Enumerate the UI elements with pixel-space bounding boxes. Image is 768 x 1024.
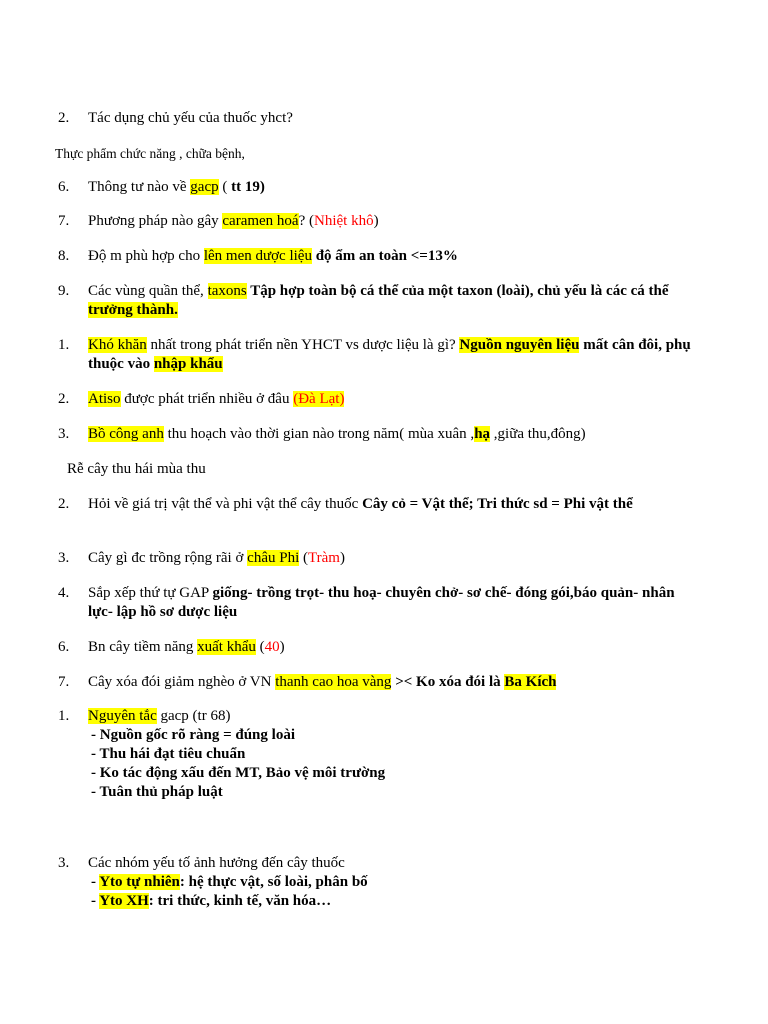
highlighted-term: châu Phi [247,550,300,566]
red-answer: (Đà Lạt) [293,391,345,407]
question-item [58,638,698,657]
item-number: 3. [58,426,70,442]
question-text: Hỏi về giá trị vật thể và phi vật thể cây thuốc [88,496,363,512]
item-number: 1. [58,337,70,353]
question-item [58,707,698,802]
question-text: ( [255,639,265,655]
question-item [58,336,698,374]
question-text: ,giữa thu,đông) [490,426,586,442]
highlighted-term: thanh cao hoa vàng [275,674,392,690]
item-number: 6. [58,179,70,195]
item-number: 7. [58,213,70,229]
sub-point-text: : tri thức, kinh tế, văn hóa… [148,893,332,909]
highlighted-term: Bồ công anh [88,426,164,442]
answer-text: giống- trồng trọt- thu hoạ- chuyên chở- sơ chế- đóng gói,báo quản- nhân lực- lập hồ sơ dược liệu [88,585,675,620]
question-item [58,212,698,231]
question-item [58,854,698,911]
sub-point [88,873,698,892]
sub-point-dash: - [91,874,100,890]
sub-point-dash: - [91,893,100,909]
question-item [58,178,698,197]
question-text: nhất trong phát triển nền YHCT vs dược liệu là gì? [146,337,460,353]
sub-point: - Thu hái đạt tiêu chuẩn [91,746,246,762]
highlighted-answer: nhập khẩu [153,356,223,372]
highlighted-term: lên men dược liệu [203,248,312,264]
item-number: 6. [58,639,70,655]
answer-text: Tập hợp toàn bộ cá thể của một taxon (loài), chủ yếu là các cá thể [246,283,669,299]
highlighted-answer: trưởng thành. [88,302,178,318]
item-number: 2. [58,110,70,126]
highlighted-answer: Yto XH [99,893,149,909]
item-number: 8. [58,248,70,264]
question-text: gacp (tr 68) [156,708,231,724]
question-text: Cây gì đc trồng rộng rãi ở [88,550,248,566]
answer-note: Thực phẩm chức năng , chữa bệnh, [55,146,245,161]
sub-point: - Ko tác động xấu đến MT, Bảo vệ môi trường [91,765,386,781]
question-text: Cây xóa đói giảm nghèo ở VN [88,674,276,690]
question-text: ( [299,550,308,566]
answer-note: Rễ cây thu hái mùa thu [67,461,206,477]
answer-text: >< Ko xóa đói là [391,674,505,690]
item-number: 4. [58,585,70,601]
question-text: Sắp xếp thứ tự GAP [88,585,213,601]
answer-text: độ ẩm an toàn <=13% [311,248,458,264]
red-answer: Nhiệt khô [314,213,374,229]
question-item [58,109,698,128]
item-number: 1. [58,708,70,724]
question-text: ) [339,550,345,566]
sub-point [88,892,698,911]
highlighted-term: xuất khẩu [197,639,256,655]
question-text: Phương pháp nào gây [88,213,223,229]
highlighted-term: gacp [190,179,219,195]
item-number: 3. [58,550,70,566]
red-answer: Tràm [307,550,340,566]
question-text: ) [279,639,285,655]
highlighted-term: caramen hoá [222,213,299,229]
question-text: ? ( [298,213,314,229]
highlighted-term: Atiso [88,391,121,407]
question-item [58,495,698,514]
sub-point-text: : hệ thực vật, số loài, phân bố [179,874,368,890]
highlighted-answer: Nguồn nguyên liệu [459,337,580,353]
question-text: ) [373,213,379,229]
question-text: thu hoạch vào thời gian nào trong năm( mùa xuân , [163,426,475,442]
red-answer: 40 [264,639,280,655]
question-item [58,390,698,409]
highlighted-term: Khó khăn [88,337,147,353]
question-item [58,673,698,692]
question-text: Các vùng quần thể, [88,283,208,299]
highlighted-answer: hạ [474,426,491,442]
answer-text: mất cân đôi, phụ thuộc vào [88,337,691,372]
question-item [58,425,698,444]
item-number: 3. [58,855,70,871]
highlighted-answer: Yto tự nhiên [99,874,180,890]
question-text: được phát triển nhiều ở đâu [120,391,294,407]
question-text: Độ m phù hợp cho [88,248,204,264]
highlighted-answer: Ba Kích [504,674,557,690]
sub-point: - Nguồn gốc rõ ràng = đúng loài [91,727,295,743]
question-text: Các nhóm yếu tố ảnh hưởng đến cây thuốc [88,855,345,871]
item-number: 9. [58,283,70,299]
question-text: Bn cây tiềm năng [88,639,198,655]
question-text: Tác dụng chủ yếu của thuốc yhct? [88,110,293,126]
answer-text: Cây cỏ = Vật thể; Tri thức sd = Phi vật thể [362,496,633,512]
item-number: 2. [58,496,70,512]
question-item [58,549,698,568]
highlighted-term: Nguyên tắc [88,708,157,724]
item-number: 7. [58,674,70,690]
item-number: 2. [58,391,70,407]
highlighted-term: taxons [207,283,247,299]
answer-text: tt 19) [231,179,265,195]
question-text: Thông tư nào về [88,179,191,195]
question-item [58,584,698,622]
sub-point: - Tuân thủ pháp luật [91,784,223,800]
question-text: ( [218,179,232,195]
question-item [58,282,698,320]
question-item [58,247,698,266]
